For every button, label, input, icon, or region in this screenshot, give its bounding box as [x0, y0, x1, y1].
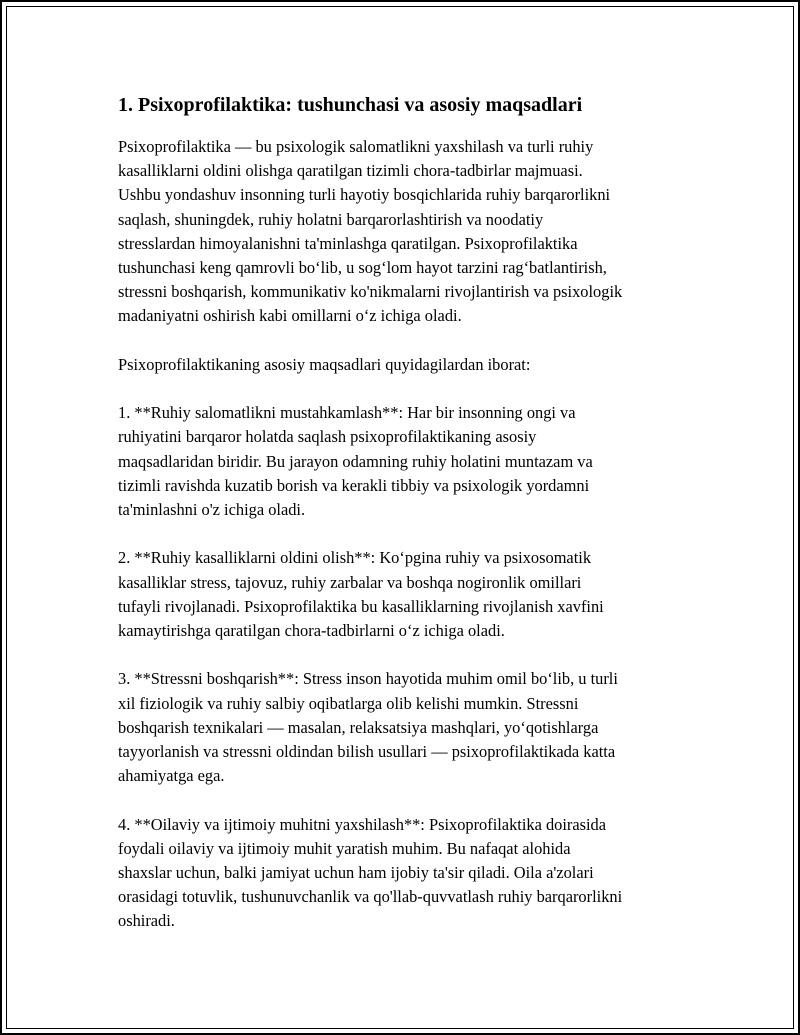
- intro-paragraph: Psixoprofilaktika — bu psixologik salomatlikni yaxshilash va turli ruhiy kasalliklarni oldini olishga qaratilgan tizimli chora-tadbirlar majmuasi. Ushbu yondashuv insonning turli hayotiy bosqichlarida ruhiy barqarorlikni saqlash, shuningdek, ruhiy holatni barqarorlashtirish va noodatiy stresslardan himoyalanishni ta'minlashga qaratilgan. Psixoprofilaktika tushunchasi keng qamrovli boʻlib, u sogʻlom hayot tarzini ragʻbatlantirish, stressni boshqarish, kommunikativ ko'nikmalarni rivojlantirish va psixologik madaniyatni oshirish kabi omillarni oʻz ichiga oladi.: [118, 137, 623, 326]
- goal-item-1: 1. **Ruhiy salomatlikni mustahkamlash**: Har bir insonning ongi va ruhiyatini barqaror holatda saqlash psixoprofilaktikaning asosiy maqsadlaridan biridir. Bu jarayon odamning ruhiy holatini muntazam va tizimli ravishda kuzatib borish va kerakli tibbiy va psixologik yordamni ta'minlashni o'z ichiga oladi.: [118, 403, 593, 520]
- goal-item-2: 2. **Ruhiy kasalliklarni oldini olish**: Koʻpgina ruhiy va psixosomatik kasalliklar stress, tajovuz, ruhiy zarbalar va boshqa nogironlik omillari tufayli rivojlanadi. Psixoprofilaktika bu kasalliklarning rivojlanish xavfini kamaytirishga qaratilgan chora-tadbirlarni oʻz ichiga oladi.: [118, 548, 604, 641]
- goal-item-3: 3. **Stressni boshqarish**: Stress inson hayotida muhim omil boʻlib, u turli xil fiziologik va ruhiy salbiy oqibatlarga olib kelishi mumkin. Stressni boshqarish texnikalari — masalan, relaksatsiya mashqlari, yoʻqotishlarga tayyorlanish va stressni oldindan bilish usullari — psixoprofilaktikada katta ahamiyatga ega.: [118, 669, 618, 786]
- goals-intro-paragraph: Psixoprofilaktikaning asosiy maqsadlari quyidagilardan iborat:: [118, 354, 531, 374]
- document-body: [118, 88, 698, 958]
- section-heading: 1. Psixoprofilaktika: tushunchasi va asosiy maqsadlari: [118, 94, 583, 116]
- goal-item-4: 4. **Oilaviy va ijtimoiy muhitni yaxshilash**: Psixoprofilaktika doirasida foydali oilaviy va ijtimoiy muhit yaratish muhim. Bu nafaqat alohida shaxslar uchun, balki jamiyat uchun ham ijobiy ta'sir qiladi. Oila a'zolari orasidagi totuvlik, tushunuvchanlik va qo'llab-quvvatlash ruhiy barqarorlikni oshiradi.: [118, 814, 623, 931]
